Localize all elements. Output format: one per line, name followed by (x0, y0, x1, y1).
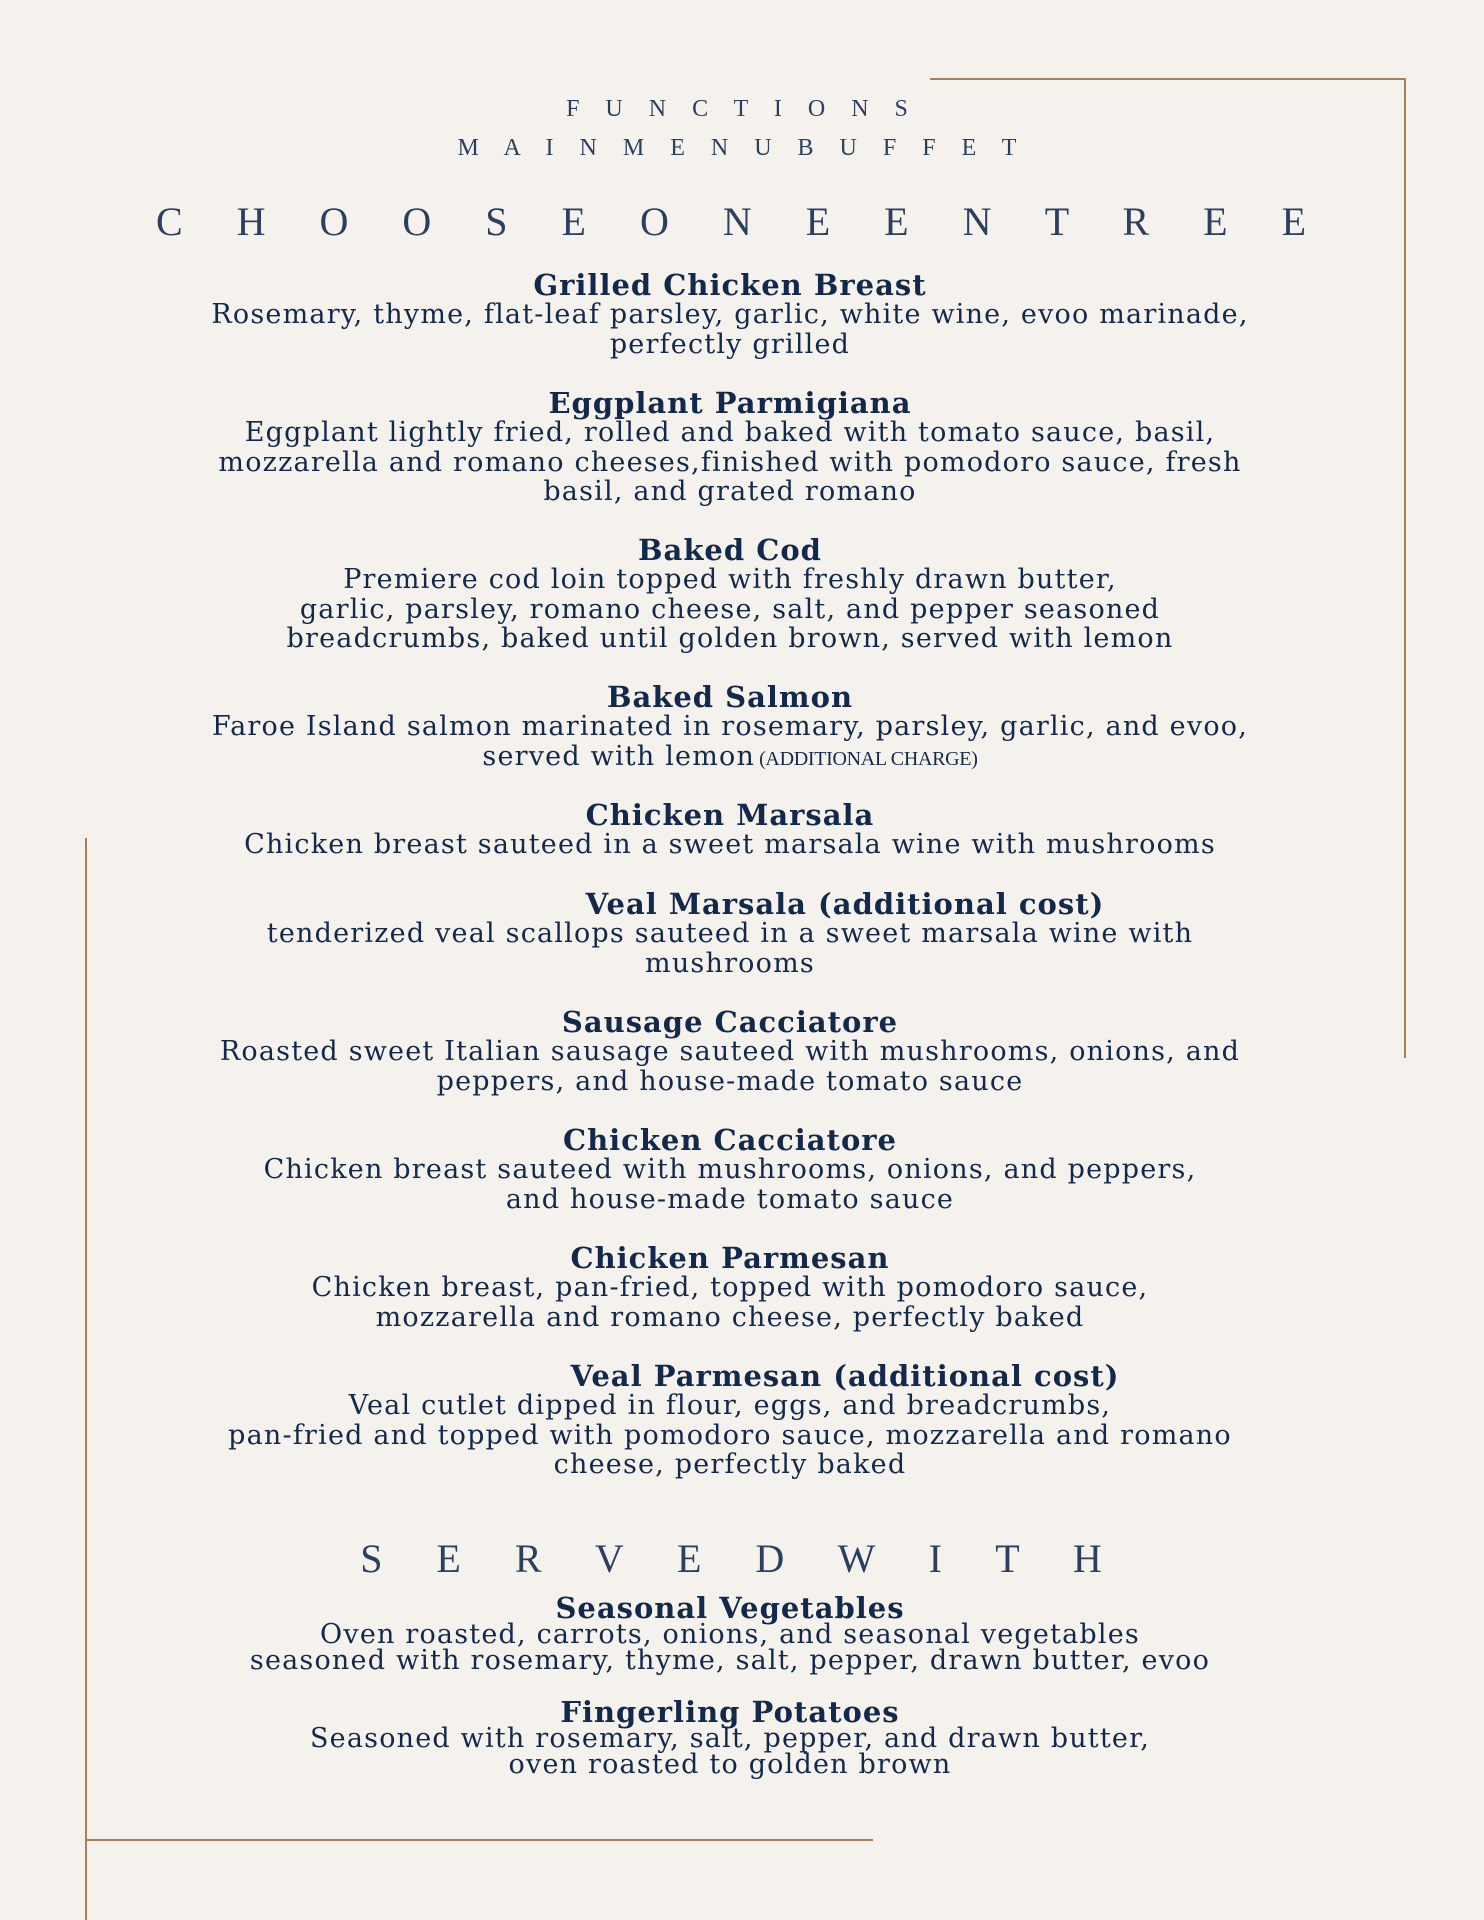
side-item-fingerling-potatoes (160, 1695, 1300, 1780)
side-item-name: Seasonal Vegetables (555, 1591, 905, 1625)
section-title-served-with: S E R V E D W I T H (360, 1536, 1124, 1581)
menu-item-desc-line: pan-fried and topped with pomodoro sauce, mozzarella and romano (228, 1419, 1232, 1451)
menu-item-desc-line: perfectly grilled (609, 328, 851, 360)
menu-item-desc-line: cheese, perfectly baked (553, 1449, 907, 1480)
menu-item-desc-line: Premiere cod loin topped with freshly drawn butter, (343, 564, 1117, 595)
menu-item-desc-line: Veal cutlet dipped in flour, eggs, and breadcrumbs, (348, 1390, 1112, 1421)
menu-item-desc-line (160, 742, 1300, 775)
menu-item-name: Sausage Cacciatore (561, 1005, 899, 1039)
section-title-choose-entree: C H O O S E O N E E N T R E E (155, 199, 1329, 244)
menu-item-desc-line: breadcrumbs, baked until golden brown, served with lemon (286, 623, 1174, 654)
menu-item-sausage-cacciatore (160, 1007, 1300, 1096)
menu-item-desc-line: mushrooms (645, 947, 815, 979)
menu-item-baked-salmon (160, 682, 1300, 774)
menu-item-name: Grilled Chicken Breast (533, 268, 927, 302)
menu-item-veal-parmesan (160, 1361, 1300, 1480)
menu-item-chicken-parmesan (160, 1243, 1300, 1332)
menu-item-desc-line: mozzarella and romano cheese, perfectly baked (375, 1301, 1085, 1333)
header-functions: F U N C T I O N S (566, 96, 918, 122)
menu-item-name: Veal Marsala (additional cost) (585, 887, 1105, 921)
side-item-desc-line: Oven roasted, carrots, onions, and seasonal vegetables (320, 1619, 1140, 1650)
menu-item-name: Chicken Cacciatore (562, 1123, 898, 1157)
menu-item-desc-line: basil, and grated romano (543, 476, 917, 507)
menu-item-desc-text: served with lemon (482, 740, 756, 772)
menu-item-desc-line: Chicken breast sauteed in a sweet marsala wine with mushrooms (244, 829, 1216, 860)
menu-item-name: Baked Cod (638, 533, 822, 567)
menu-item-desc-line: Roasted sweet Italian sausage sauteed with mushrooms, onions, and (219, 1036, 1241, 1067)
menu-item-veal-marsala (160, 889, 1300, 978)
menu-item-desc-line: Rosemary, thyme, flat-leaf parsley, garlic, white wine, evoo marinade, (211, 299, 1249, 330)
side-item-desc-line: seasoned with rosemary, thyme, salt, pepper, drawn butter, evoo (249, 1645, 1211, 1676)
menu-item-baked-cod (160, 535, 1300, 654)
menu-item-desc-line: Faroe Island salmon marinated in rosemary, parsley, garlic, and evoo, (211, 711, 1249, 742)
menu-item-desc-line: Chicken breast, pan-fried, topped with pomodoro sauce, (311, 1272, 1149, 1303)
side-item-seasonal-vegetables (160, 1591, 1300, 1676)
menu-item-name: Chicken Marsala (585, 798, 875, 832)
menu-item-desc-line: peppers, and house-made tomato sauce (436, 1065, 1024, 1097)
menu-item-desc-line: and house-made tomato sauce (505, 1183, 955, 1215)
menu-item-grilled-chicken-breast (160, 270, 1300, 359)
menu-item-desc-line: mozzarella and romano cheeses,finished with pomodoro sauce, fresh (218, 446, 1242, 478)
header-main-menu-buffet: M A I N M E N U B U F F E T (457, 135, 1027, 161)
additional-charge-note: (ADDITIONAL CHARGE) (759, 747, 978, 770)
side-item-name: Fingerling Potatoes (560, 1695, 900, 1729)
menu-item-chicken-marsala (160, 800, 1300, 860)
frame-line-bottom (85, 1839, 873, 1841)
menu-item-desc-line: tenderized veal scallops sauteed in a sweet marsala wine with (266, 918, 1194, 949)
menu-item-name: Eggplant Parmigiana (548, 386, 912, 420)
menu-item-desc-line: garlic, parsley, romano cheese, salt, and pepper seasoned (299, 593, 1161, 625)
menu-item-desc-line: Eggplant lightly fried, rolled and baked with tomato sauce, basil, (244, 417, 1216, 448)
menu-item-eggplant-parmigiana (160, 388, 1300, 507)
frame-line-left (85, 838, 87, 1920)
menu-item-chicken-cacciatore (160, 1125, 1300, 1214)
menu-item-desc-line: Chicken breast sauteed with mushrooms, onions, and peppers, (263, 1154, 1197, 1185)
frame-line-top (930, 78, 1406, 80)
side-item-desc-line: Seasoned with rosemary, salt, pepper, and drawn butter, (309, 1723, 1151, 1754)
side-item-desc-line: oven roasted to golden brown (508, 1749, 952, 1780)
menu-item-name: Baked Salmon (606, 680, 854, 714)
menu-item-name: Chicken Parmesan (570, 1241, 890, 1275)
menu-item-name: Veal Parmesan (additional cost) (570, 1359, 1120, 1393)
